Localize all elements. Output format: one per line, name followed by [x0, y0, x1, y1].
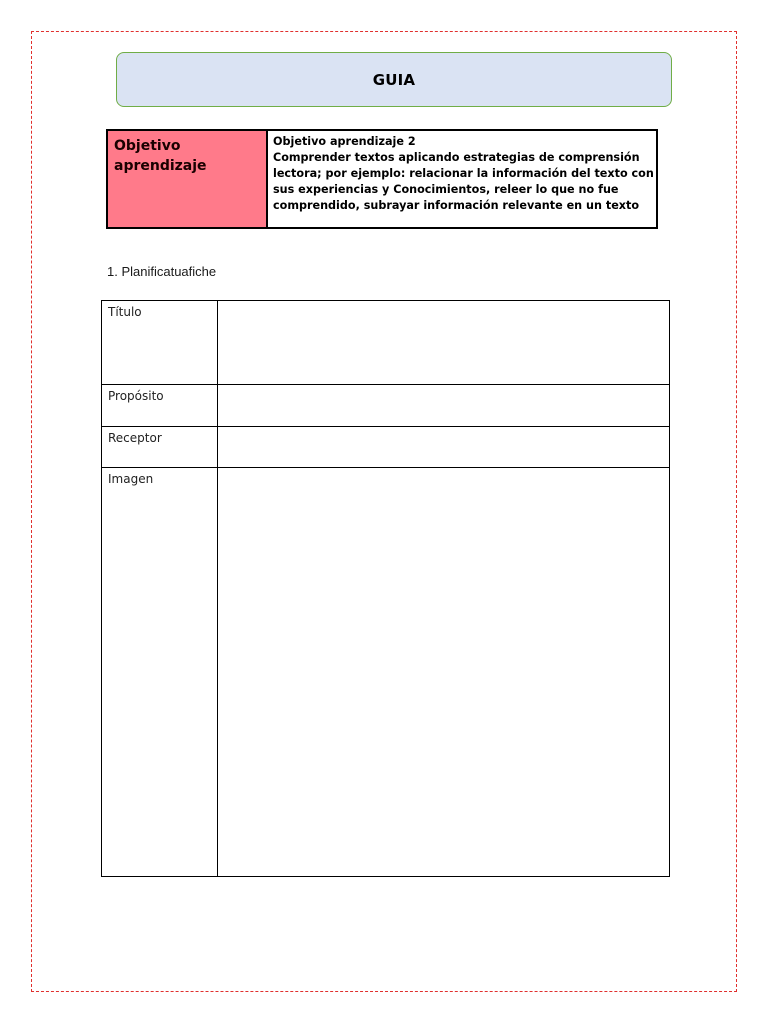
objective-label-line-2: aprendizaje [114, 158, 207, 174]
objective-table [106, 129, 658, 229]
section-heading: 1. Planificatuafiche [107, 264, 217, 279]
plan-row-proposito [102, 385, 670, 427]
plan-table [101, 300, 670, 877]
objective-content-cell [267, 130, 657, 228]
plan-row-imagen [102, 468, 670, 877]
objective-line-4: sus experiencias y Conocimientos, releer lo que no fue [273, 183, 619, 196]
objective-row [107, 130, 657, 228]
title-banner [116, 52, 672, 107]
plan-label-cell [102, 468, 218, 877]
plan-label-titulo: Título [108, 305, 142, 319]
objective-line-1: Objetivo aprendizaje 2 [273, 135, 416, 148]
plan-row-titulo [102, 301, 670, 385]
plan-field-receptor[interactable] [218, 427, 670, 468]
objective-line-2: Comprender textos aplicando estrategias de comprensión [273, 151, 640, 164]
objective-label-line-1: Objetivo [114, 138, 181, 154]
plan-label-cell [102, 301, 218, 385]
objective-line-5: comprendido, subrayar información relevante en un texto [273, 199, 640, 212]
objective-line-3: lectora; por ejemplo: relacionar la información del texto con [273, 167, 654, 180]
plan-label-cell [102, 385, 218, 427]
plan-field-imagen[interactable] [218, 468, 670, 877]
plan-label-cell [102, 427, 218, 468]
plan-field-proposito[interactable] [218, 385, 670, 427]
page-title: GUIA [372, 70, 416, 89]
plan-field-titulo[interactable] [218, 301, 670, 385]
plan-label-proposito: Propósito [108, 389, 164, 403]
plan-label-receptor: Receptor [108, 431, 162, 445]
objective-label-cell [107, 130, 267, 228]
plan-label-imagen: Imagen [108, 472, 154, 486]
plan-row-receptor [102, 427, 670, 468]
objective-content [268, 131, 656, 214]
